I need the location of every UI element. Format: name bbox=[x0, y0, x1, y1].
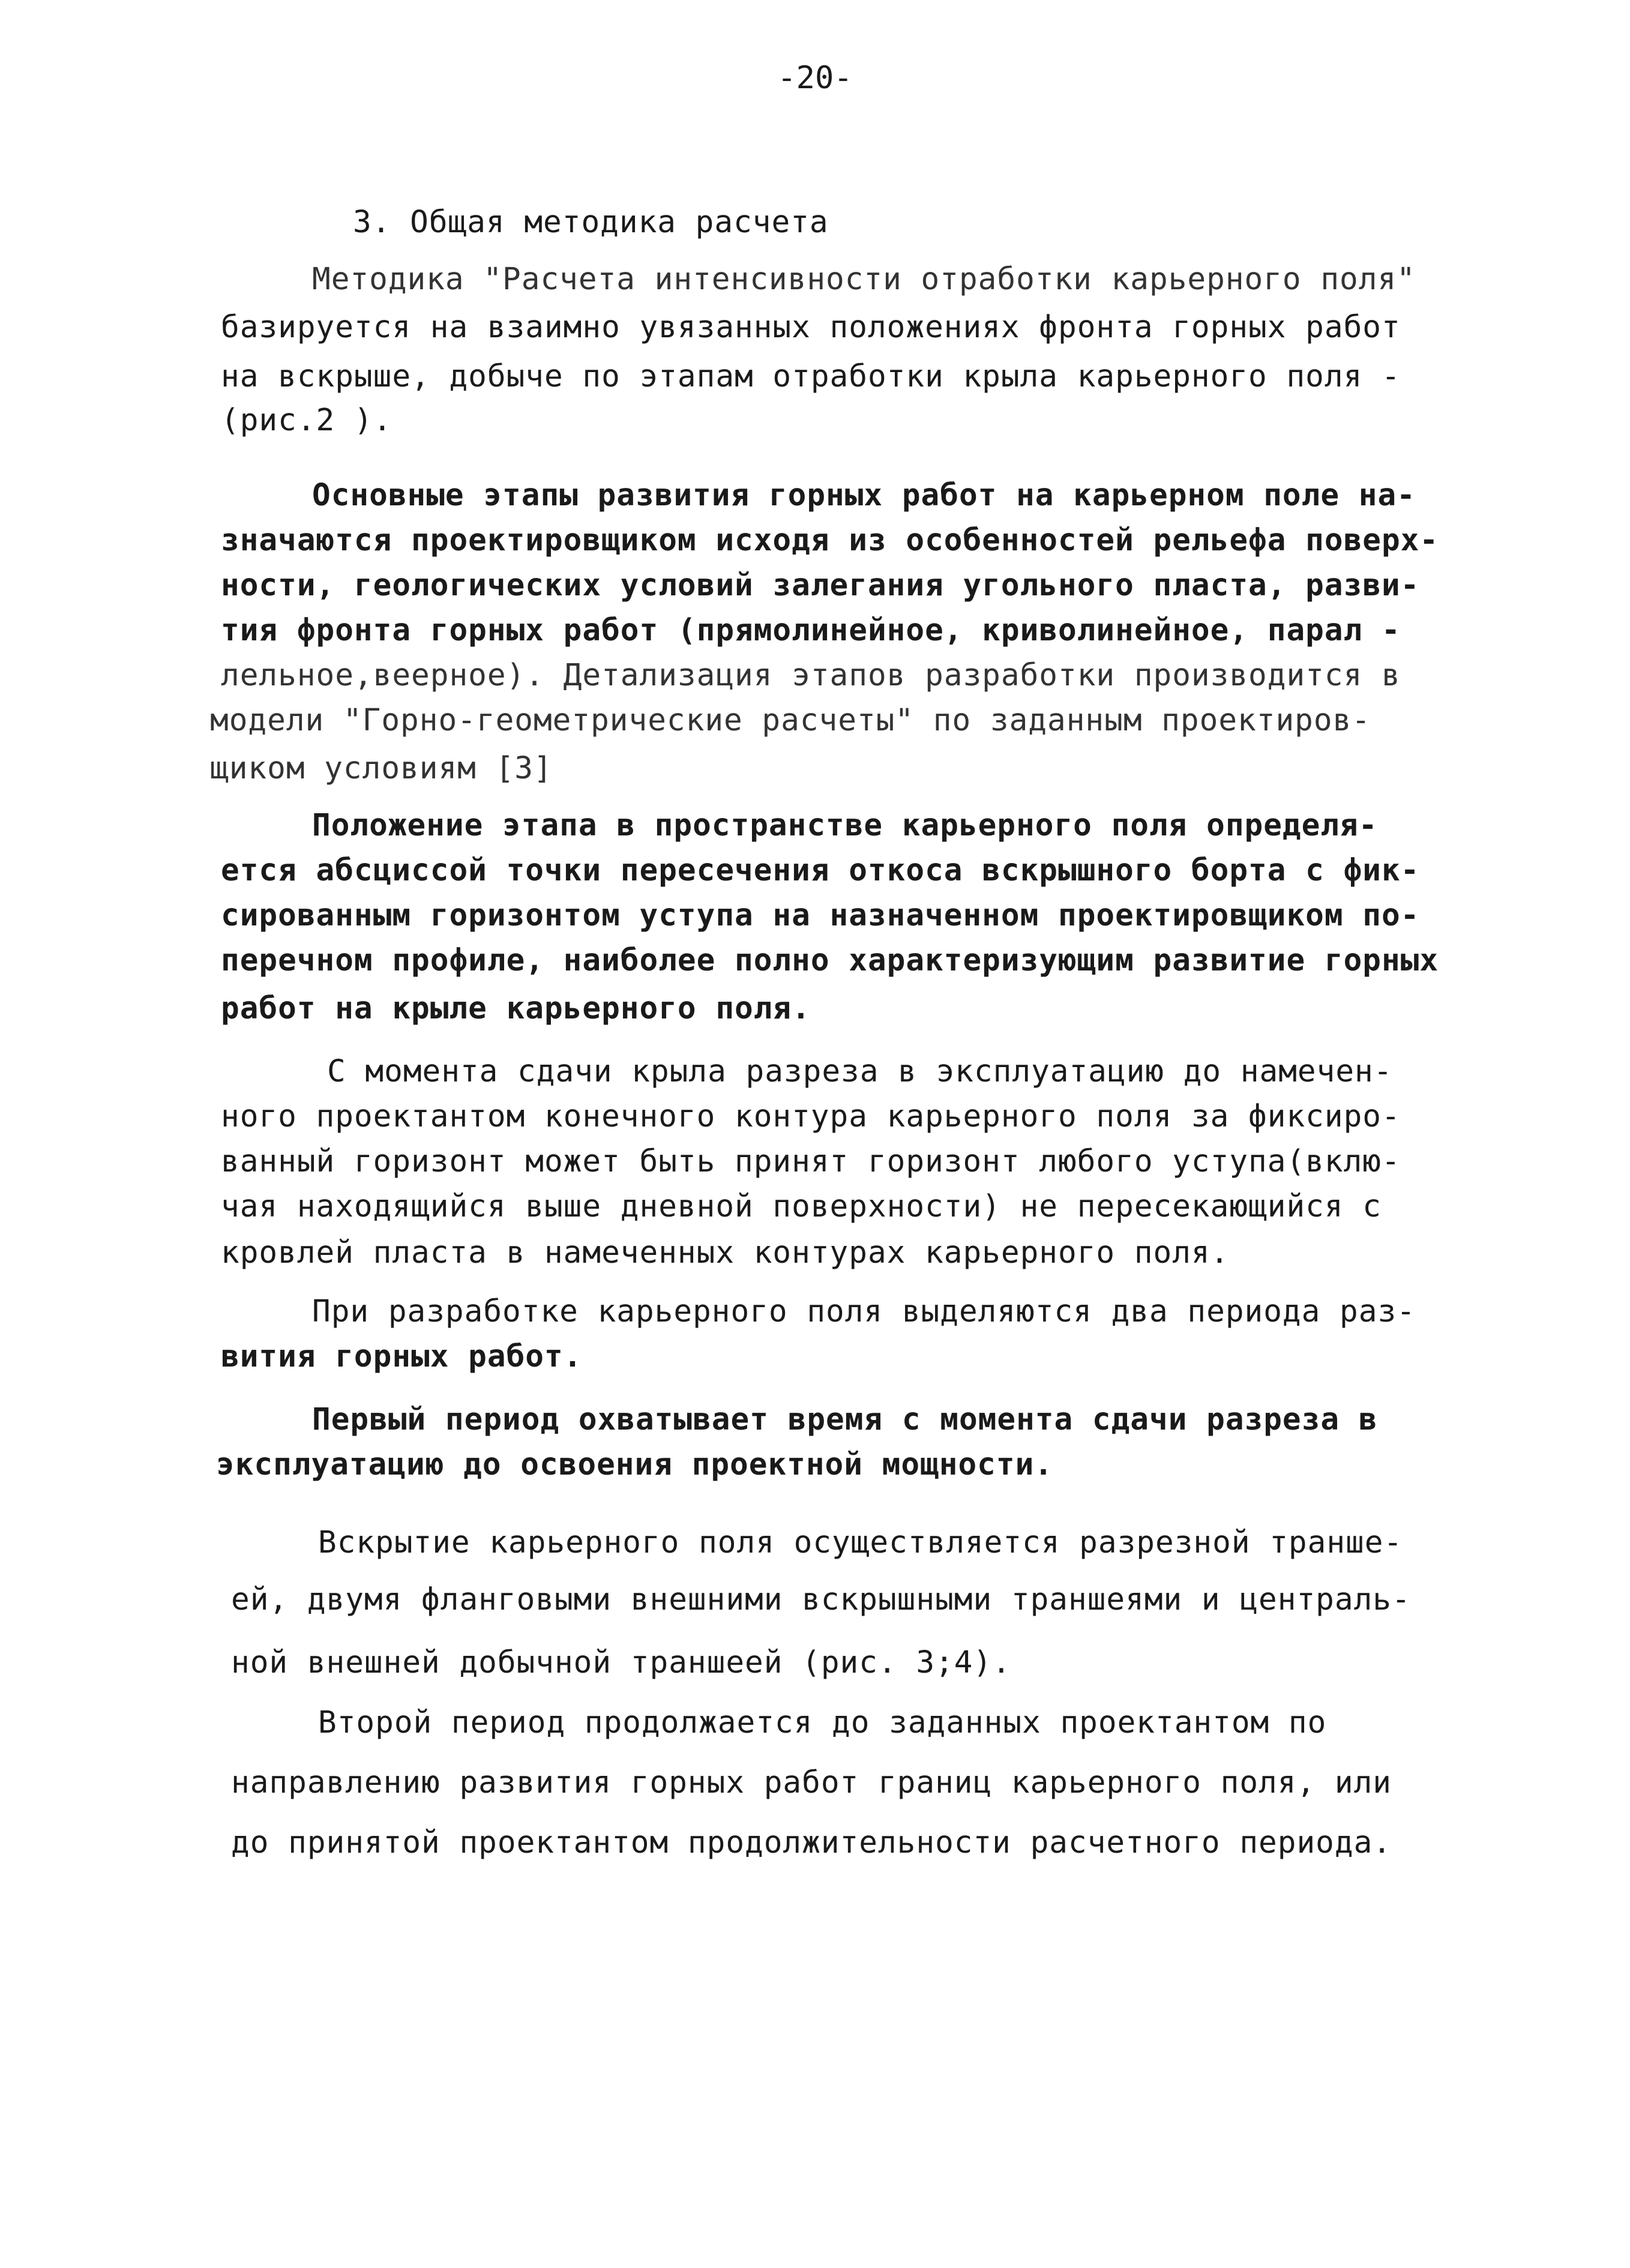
text-line: перечном профиле, наиболее полно характеризующим развитие горных bbox=[221, 943, 1439, 978]
text-line: значаются проектировщиком исходя из особенностей рельефа поверх- bbox=[221, 523, 1439, 558]
text-line: ей, двумя фланговыми внешними вскрышными траншеями и централь- bbox=[231, 1582, 1411, 1617]
text-line: ванный горизонт может быть принят горизонт любого уступа(вклю- bbox=[221, 1144, 1401, 1179]
text-line: лельное,веерное). Детализация этапов разработки производится в bbox=[221, 658, 1401, 693]
text-line: С момента сдачи крыла разреза в эксплуатацию до намечен- bbox=[327, 1054, 1393, 1089]
text-line: чая находящийся выше дневной поверхности) не пересекающийся с bbox=[221, 1189, 1382, 1224]
text-line: Положение этапа в пространстве карьерного поля определя- bbox=[312, 808, 1378, 843]
text-line: Первый период охватывает время с момента сдачи разреза в bbox=[312, 1402, 1378, 1437]
text-line: кровлей пласта в намеченных контурах карьерного поля. bbox=[221, 1235, 1230, 1271]
text-line: сированным горизонтом уступа на назначенном проектировщиком по- bbox=[221, 898, 1420, 933]
text-line: на вскрыше, добыче по этапам отработки крыла карьерного поля - bbox=[221, 359, 1401, 394]
text-line: работ на крыле карьерного поля. bbox=[221, 991, 811, 1026]
page-number: -20- bbox=[777, 60, 853, 96]
text-line: вития горных работ. bbox=[221, 1339, 583, 1374]
text-line: ности, геологических условий залегания угольного пласта, разви- bbox=[221, 568, 1420, 603]
text-line: модели "Горно-геометрические расчеты" по заданным проектиров- bbox=[210, 703, 1371, 738]
text-line: ного проектантом конечного контура карьерного поля за фиксиро- bbox=[221, 1099, 1401, 1134]
text-line: щиком условиям [3] bbox=[210, 751, 553, 786]
text-line: Вскрытие карьерного поля осуществляется разрезной транше- bbox=[318, 1525, 1403, 1560]
text-line: Основные этапы развития горных работ на карьерном поле на- bbox=[312, 478, 1416, 513]
section-heading: 3. Общая методика расчета bbox=[353, 205, 829, 240]
text-line: до принятой проектантом продолжительности расчетного периода. bbox=[231, 1825, 1392, 1860]
text-line: (рис.2 ). bbox=[221, 403, 392, 438]
text-line: ной внешней добычной траншеей (рис. 3;4). bbox=[231, 1645, 1011, 1680]
text-line: эксплуатацию до освоения проектной мощности. bbox=[216, 1447, 1054, 1482]
text-line: базируется на взаимно увязанных положениях фронта горных работ bbox=[221, 310, 1401, 345]
text-line: направлению развития горных работ границ карьерного поля, или bbox=[231, 1765, 1392, 1800]
text-line: Методика "Расчета интенсивности отработки карьерного поля" bbox=[312, 262, 1416, 297]
text-line: ется абсциссой точки пересечения откоса вскрышного борта с фик- bbox=[221, 853, 1420, 888]
text-line: При разработке карьерного поля выделяются два периода раз- bbox=[312, 1294, 1416, 1329]
text-line: тия фронта горных работ (прямолинейное, криволинейное, парал - bbox=[221, 613, 1401, 648]
text-line: Второй период продолжается до заданных проектантом по bbox=[318, 1705, 1327, 1740]
